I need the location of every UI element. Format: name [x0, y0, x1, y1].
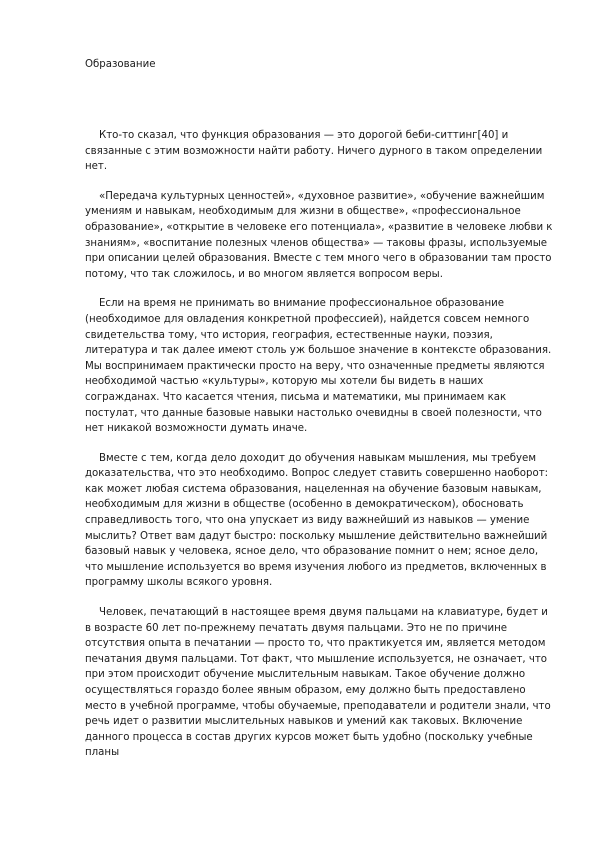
paragraph-5: Человек, печатающий в настоящее время двумя пальцами на клавиатуре, будет и в возрасте 60 лет по-прежнему печатать двумя пальцами. Это не по причине отсутствия опыта в печатании — просто то, что практикуется им, является методом печатания двумя пальцами. Тот факт, что мышление используется, не означает, что при этом происходит обучение мыслительным навыкам. Такое обучение должно осуществляться гораздо более явным образом, ему должно быть предоставлено место в учебной программе, чтобы обучаемые, преподаватели и родители знали, что речь идет о развитии мыслительных навыков и умений как таковых. Включение данного процесса в состав других курсов может быть удобно (поскольку учебные планы: [85, 607, 551, 759]
document-title: Образование: [85, 59, 156, 70]
document-body: [85, 128, 556, 775]
paragraph-3: Если на время не принимать во внимание профессиональное образование (необходимое для овладения конкретной профессией), найдется совсем немного свидетельства тому, что история, география, естественные науки, поэзия, литература и так далее имеют столь уж большое значение в контексте образования. Мы воспринимаем практически просто на веру, что означенные предметы являются необходимой частью «культуры», которую мы хотели бы видеть в наших согражданах. Что касается чтения, письма и математики, мы принимаем как постулат, что данные базовые навыки настолько очевидны в своей полезности, что нет никакой возможности думать иначе.: [85, 298, 552, 435]
paragraph-1: Кто-то сказал, что функция образования — это дорогой беби-ситтинг[40] и связанные с этим возможности найти работу. Ничего дурного в таком определении нет.: [85, 130, 543, 173]
paragraph-4: Вместе с тем, когда дело доходит до обучения навыкам мышления, мы требуем доказательства, что это необходимо. Вопрос следует ставить совершенно наоборот: как может любая система образования, нацеленная на обучение базовым навыкам, необходимым для жизни в обществе (особенно в демократическом), обосновать справедливость того, что она упускает из виду важнейший из навыков — умение мыслить? Ответ вам дадут быстро: поскольку мышление действительно важнейший базовый навык у человека, ясное дело, что образование помнит о нем; ясное дело, что мышление используется во время изучения любого из предметов, включенных в программу школы всякого уровня.: [85, 452, 549, 589]
paragraph-2: «Передача культурных ценностей», «духовное развитие», «обучение важнейшим умениям и навыкам, необходимым для жизни в обществе», «профессиональное образование», «открытие в человеке его потенциала», «развитие в человеке любви к знаниям», «воспитание полезных членов общества» — таковы фразы, используемые при описании целей образования. Вместе с тем много чего в образовании там просто потому, что так сложилось, и во многом является вопросом веры.: [85, 190, 553, 280]
